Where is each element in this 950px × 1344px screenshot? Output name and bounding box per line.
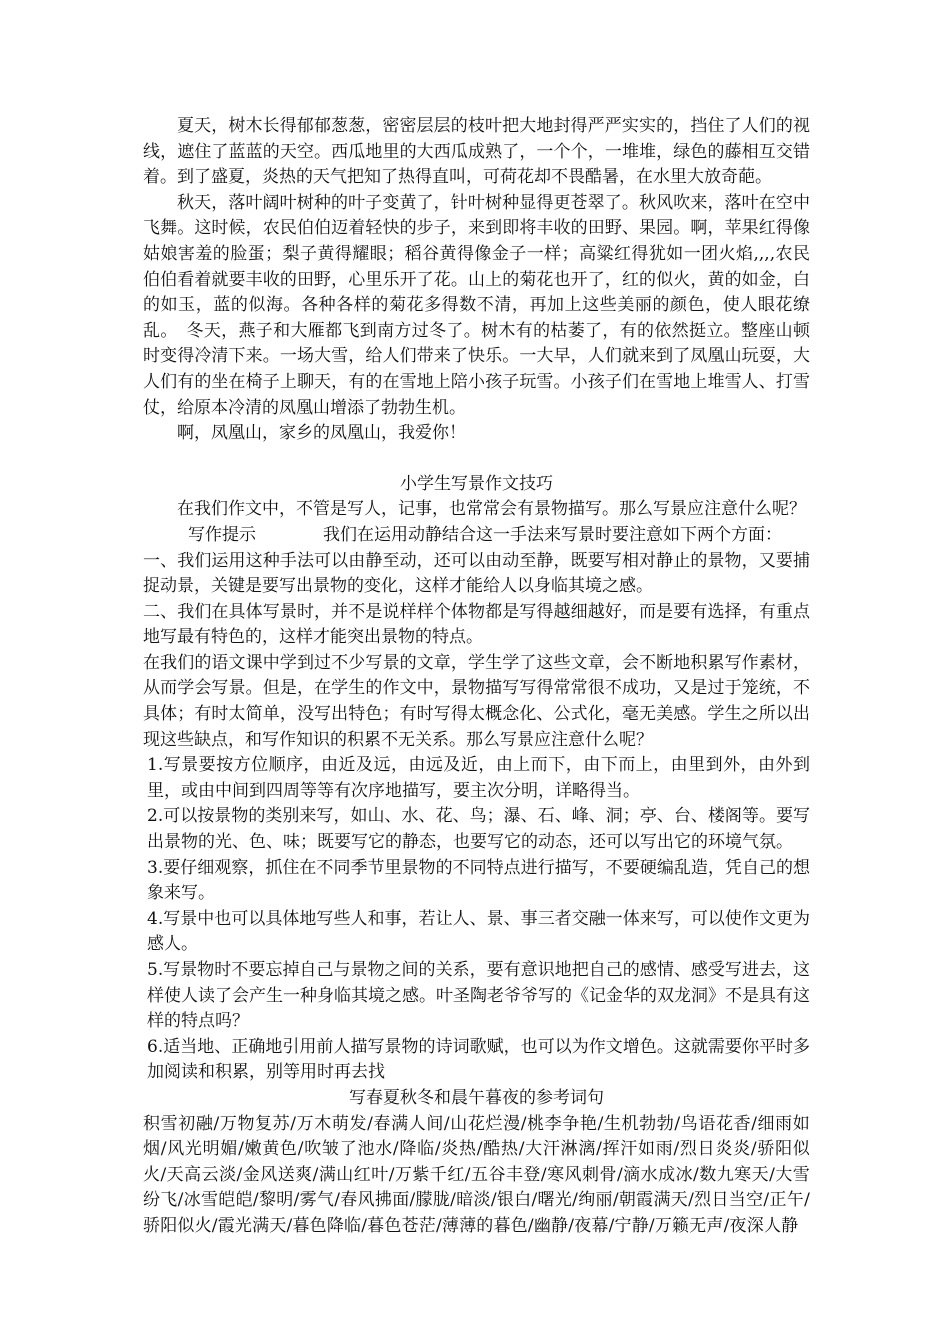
vocab-word-list: 积雪初融/万物复苏/万木萌发/春满人间/山花烂漫/桃李争艳/生机勃勃/鸟语花香/细雨如烟/风光明媚/嫩黄色/吹皱了池水/降临/炎热/酷热/大汗淋漓/挥汗如雨/烈日炎炎/骄阳似火/天高云淡/金风送爽/满山红叶/万紫千红/五谷丰登/寒风刺骨/滴水成冰/数九寒天/大雪纷飞/冰雪皑皑/黎明/雾气/春风拂面/朦胧/暗淡/银白/曙光/绚丽/朝霞满天/烈日当空/正午/骄阳似火/霞光满天/暮色降临/暮色苍茫/薄薄的暮色/幽静/夜幕/宁静/万籁无声/夜深人静: [143, 1113, 810, 1236]
summer-paragraph: 夏天，树木长得郁郁葱葱，密密层层的枝叶把大地封得严严实实的，挡住了人们的视线，遮住了蓝蓝的天空。西瓜地里的大西瓜成熟了，一个个，一堆堆，绿色的藤相互交错着。到了盛夏，炎热的天气把知了热得直叫，可荷花却不畏酷暑，在水里大放奇葩。: [143, 116, 810, 188]
tip-item-2: 2.可以按景物的类别来写，如山、水、花、鸟；瀑、石、峰、洞；亭、台、楼阁等。要写出景物的光、色、味；既要写它的静态，也要写它的动态，还可以写出它的环境气氛。: [147, 806, 810, 853]
writing-hint-text: 我们在运用动静结合这一手法来写景时要注意如下两个方面：: [323, 524, 782, 545]
spacer: [143, 447, 810, 472]
writing-hint: [143, 523, 810, 549]
document-page: [143, 114, 810, 1240]
tips-intro: 在我们作文中，不管是写人，记事，也常常会有景物描写。那么写景应注意什么呢？: [177, 499, 806, 520]
closing-paragraph: 啊，凤凰山，家乡的凤凰山，我爱你！: [177, 423, 466, 444]
tip-item-1: 1.写景要按方位顺序，由近及远，由远及近，由上而下，由下而上，由里到外，由外到里，或由中间到四周等等有次序地描写，要主次分明，详略得当。: [147, 755, 810, 801]
point-two: 二、我们在具体写景时，并不是说样样个体物都是写得越细越好，而是要有选择，有重点地写最有特色的，这样才能突出景物的特点。: [143, 601, 810, 648]
tip-item-4: 4.写景中也可以具体地写些人和事，若让人、景、事三者交融一体来写，可以使作文更为感人。: [147, 908, 810, 955]
tip-item-3: 3.要仔细观察，抓住在不同季节里景物的不同特点进行描写，不要硬编乱造，凭自己的想象来写。: [147, 857, 810, 904]
tip-item-6: 6.适当地、正确地引用前人描写景物的诗词歌赋，也可以为作文增色。这就需要你平时多加阅读和积累，别等用时再去找: [147, 1036, 810, 1083]
tips-title: 小学生写景作文技巧: [400, 473, 553, 494]
tip-item-5: 5.写景物时不要忘掉自己与景物之间的关系，要有意识地把自己的感情、感受写进去，这样使人读了会产生一种身临其境之感。叶圣陶老爷爷写的《记金华的双龙洞》不是具有这样的特点吗？: [147, 960, 810, 1032]
tips-paragraph: 在我们的语文课中学到过不少写景的文章，学生学了这些文章，会不断地积累写作素材，从而学会写景。但是，在学生的作文中，景物描写写得常常很不成功，又是过于笼统，不具体；有时太简单，没写出特色；有时写得太概念化、公式化，毫无美感。学生之所以出现这些缺点，和写作知识的积累不无关系。那么写景应注意什么呢？: [143, 652, 810, 750]
writing-hint-label: 写作提示: [188, 524, 256, 545]
vocab-title: 写春夏秋冬和晨午暮夜的参考词句: [349, 1087, 604, 1108]
point-one: 一、我们运用这种手法可以由静至动，还可以由动至静，既要写相对静止的景物，又要捕捉动景，关键是要写出景物的变化，这样才能给人以身临其境之感。: [143, 550, 810, 597]
autumn-winter-paragraph: 秋天，落叶阔叶树种的叶子变黄了，针叶树种显得更苍翠了。秋风吹来，落叶在空中飞舞。这时候，农民伯伯迈着轻快的步子，来到即将丰收的田野、果园。啊，苹果红得像姑娘害羞的脸蛋；梨子黄得耀眼；稻谷黄得像金子一样；高粱红得犹如一团火焰,,,,农民伯伯看着就要丰收的田野，心里乐开了花。山上的菊花也开了，红的似火，黄的如金，白的如玉，蓝的似海。各种各样的菊花多得数不清，再加上这些美丽的颜色，使人眼花缭乱。 冬天，燕子和大雁都飞到南方过冬了。树木有的枯萎了，有的依然挺立。整座山顿时变得冷清下来。一场大雪，给人们带来了快乐。一大早，人们就来到了凤凰山玩耍，大人们有的坐在椅子上聊天，有的在雪地上陪小孩子玩雪。小孩子们在雪地上堆雪人、打雪仗，给原本冷清的凤凰山增添了勃勃生机。: [143, 192, 810, 418]
